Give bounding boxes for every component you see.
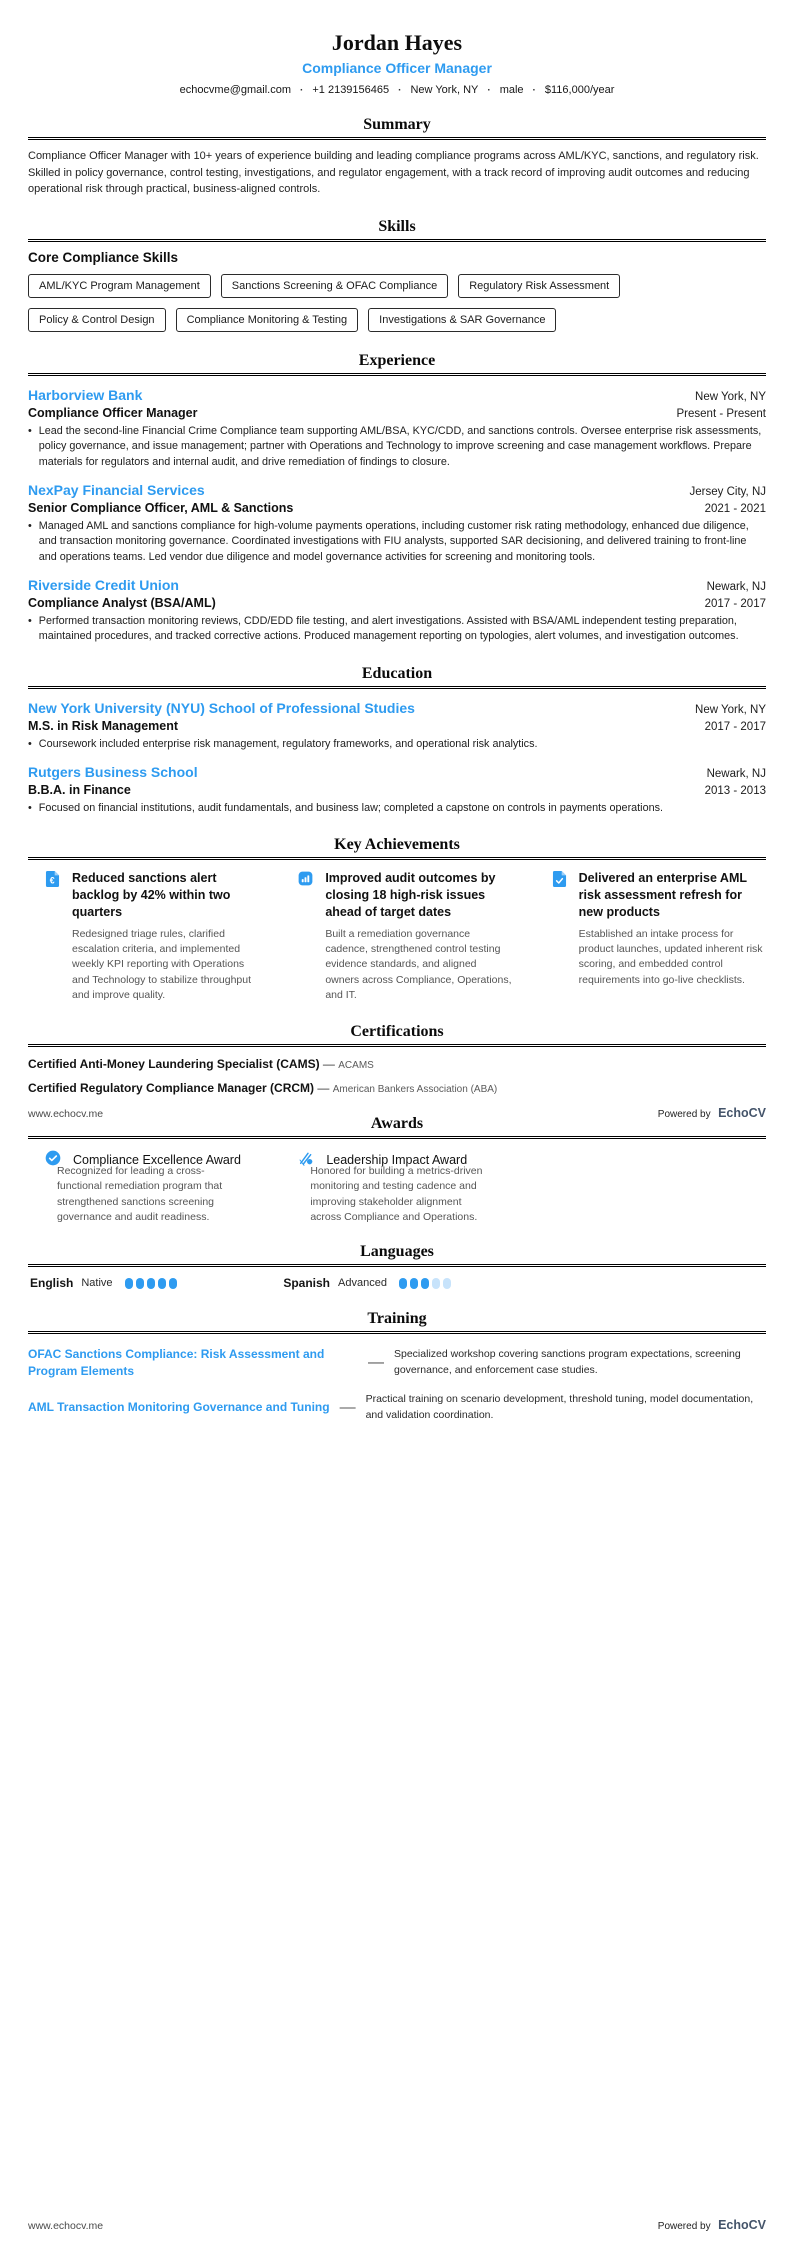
powered-by-label: Powered by [657, 2221, 711, 2232]
page-footer [28, 1104, 766, 1122]
section-skills [28, 218, 766, 332]
education-dates: 2013 - 2013 [704, 784, 766, 797]
achievement-heading: Reduced sanctions alert backlog by 42% within two quarters [72, 871, 231, 919]
experience-entry [28, 482, 766, 566]
resume-header [28, 30, 766, 96]
job-role: Compliance Officer Manager [28, 405, 198, 420]
skill-tag: Policy & Control Design [28, 308, 166, 332]
training-section-title: Training [367, 1310, 427, 1328]
summary-text: Compliance Officer Manager with 10+ years of experience building and leading compliance programs across AML/KYC, sanctions, and regulatory risk. Skilled in policy governance, control testing, investigations, and regulator engagement, with a track record of improving audit outcomes and reducing operational risk through practical, business-aligned controls. [28, 150, 759, 196]
section-divider [28, 857, 766, 860]
training-description: Practical training on scenario development, threshold tuning, model documentation, and validation coordination. [365, 1392, 754, 1421]
site-link[interactable]: www.echocv.me [28, 2220, 104, 2232]
person-job-title: Compliance Officer Manager [302, 60, 492, 77]
certification-separator: — [317, 1081, 330, 1096]
job-dates: 2017 - 2017 [704, 597, 766, 610]
contact-phone: +1 2139156465 [312, 84, 390, 97]
achievement-item [281, 870, 512, 1003]
experience-bullet: • Managed AML and sanctions compliance for high-volume payments operations, including customer risk rating methodology, enhanced due diligence, and transaction monitoring governance. Coordinated investigations with FIU analysts, supported SAR decisioning, and delivered training to front-line and operations teams. Led vendor due diligence and model governance activities for screening and monitoring tools. [28, 519, 766, 566]
education-entry [28, 764, 766, 817]
certification-name: Certified Anti-Money Laundering Specialist (CAMS) [28, 1057, 320, 1072]
section-divider [28, 137, 766, 140]
page-footer [28, 2216, 766, 2234]
certification-item [28, 1057, 766, 1071]
section-key-achievements [28, 836, 766, 1003]
language-level: Native [81, 1277, 113, 1290]
experience-entry [28, 387, 766, 471]
section-certifications [28, 1023, 766, 1095]
person-name: Jordan Hayes [331, 30, 463, 55]
brand-link[interactable]: EchoCV [718, 2218, 766, 2232]
section-divider [28, 1264, 766, 1267]
language-item [281, 1276, 512, 1290]
education-entry [28, 700, 766, 753]
job-dates: 2021 - 2021 [704, 502, 766, 515]
degree: M.S. in Risk Management [28, 718, 179, 733]
section-divider [28, 686, 766, 689]
training-name: AML Transaction Monitoring Governance and Tuning [28, 1400, 330, 1415]
certifications-section-title: Certifications [350, 1023, 444, 1041]
contact-salary: $116,000/year [544, 84, 615, 97]
company-name: Harborview Bank [28, 386, 143, 403]
experience-bullet: • Lead the second-line Financial Crime Compliance team supporting AML/BSA, KYC/CDD, and sanctions controls. Oversee enterprise risk assessments, policy governance, and issue management; partner with Operations and Technology to improve screening and case management workflows. Prepare materials for regulators and internal audit, and drive remediation of findings to closure. [28, 424, 766, 471]
brand-link[interactable]: EchoCV [718, 1106, 766, 1120]
achievement-item [28, 870, 259, 1003]
skill-tag-list [28, 274, 766, 332]
language-level: Advanced [338, 1277, 387, 1290]
skill-tag: Investigations & SAR Governance [368, 308, 556, 332]
section-languages [28, 1243, 766, 1290]
contact-separator: · [398, 85, 402, 97]
bullet-marker: • [28, 424, 32, 437]
company-location: Newark, NJ [706, 580, 766, 593]
school-location: Newark, NJ [706, 767, 766, 780]
certification-name: Certified Regulatory Compliance Manager (CRCM) [28, 1081, 315, 1096]
education-dates: 2017 - 2017 [704, 720, 766, 733]
languages-section-title: Languages [360, 1243, 434, 1261]
achievement-heading: Improved audit outcomes by closing 18 high-risk issues ahead of target dates [325, 871, 496, 919]
training-item [28, 1346, 766, 1380]
certification-item [28, 1081, 766, 1095]
achievement-heading: Delivered an enterprise AML risk assessment refresh for new products [578, 871, 747, 919]
training-separator: — [339, 1398, 356, 1416]
school-name: New York University (NYU) School of Professional Studies [28, 699, 415, 716]
key-achievements-section-title: Key Achievements [334, 836, 460, 854]
file-check-icon [552, 871, 567, 1003]
contact-separator: · [300, 85, 304, 97]
skill-tag: Regulatory Risk Assessment [458, 274, 620, 298]
education-bullet: • Coursework included enterprise risk management, regulatory frameworks, and operational risk analytics. [28, 737, 766, 753]
training-name: OFAC Sanctions Compliance: Risk Assessment and Program Elements [28, 1347, 325, 1379]
education-section-title: Education [361, 664, 433, 682]
skills-group-label: Core Compliance Skills [28, 249, 179, 265]
training-separator: — [368, 1354, 384, 1372]
certification-separator: — [322, 1057, 335, 1072]
contact-email: echocvme@gmail.com [179, 84, 292, 97]
skill-tag: Compliance Monitoring & Testing [176, 308, 359, 332]
powered-by-label: Powered by [657, 1109, 711, 1120]
achievement-description: Established an intake process for product launches, updated inherent risk scoring, and embedded control requirements into go-live checklists. [578, 927, 763, 986]
contact-location: New York, NY [410, 84, 479, 97]
contact-separator: · [487, 85, 491, 97]
school-name: Rutgers Business School [28, 763, 198, 780]
language-name: Spanish [283, 1276, 331, 1291]
section-divider [28, 239, 766, 242]
contact-gender: male [499, 84, 524, 97]
contact-separator: · [532, 85, 536, 97]
language-proficiency-dots [125, 1278, 177, 1289]
job-role: Compliance Analyst (BSA/AML) [28, 595, 216, 610]
job-dates: Present - Present [676, 407, 766, 420]
language-item [28, 1276, 259, 1290]
skill-tag: Sanctions Screening & OFAC Compliance [221, 274, 448, 298]
company-location: Jersey City, NJ [689, 485, 766, 498]
company-name: NexPay Financial Services [28, 481, 205, 498]
file-euro-icon [45, 871, 60, 1003]
language-name: English [30, 1276, 74, 1291]
school-location: New York, NY [695, 703, 766, 716]
section-divider [28, 1136, 766, 1139]
certification-issuer: American Bankers Association (ABA) [332, 1084, 498, 1096]
section-experience [28, 352, 766, 645]
education-bullet: • Focused on financial institutions, audit fundamentals, and business law; completed a capstone on controls in payments operations. [28, 801, 766, 817]
bullet-marker: • [28, 519, 32, 532]
award-heading: Compliance Excellence Award [73, 1153, 241, 1168]
award-description: Honored for building a metrics-driven monitoring and testing cadence and improving stakeholder alignment across Compliance and Operations. [310, 1165, 483, 1223]
certification-issuer: ACAMS [338, 1060, 374, 1072]
achievement-description: Built a remediation governance cadence, strengthened control testing evidence standards, and aligned owners across Compliance, Operations, and IT. [325, 927, 512, 1002]
section-training [28, 1310, 766, 1423]
skills-section-title: Skills [378, 217, 416, 235]
section-education [28, 665, 766, 816]
skill-tag: AML/KYC Program Management [28, 274, 211, 298]
page-2-content [28, 1164, 766, 1423]
contact-line [28, 84, 766, 96]
experience-section-title: Experience [358, 351, 436, 369]
section-divider [28, 373, 766, 376]
award-description: Recognized for leading a cross-functional remediation program that strengthened sanctions screening governance and audit readiness. [57, 1165, 223, 1223]
experience-bullet: • Performed transaction monitoring reviews, CDD/EDD file testing, and alert investigations. Assisted with BSA/AML independent testing preparation, maintained procedures, and tracked corrective actions. Produced management reporting on typologies, alert volumes, and investigation outcomes. [28, 614, 766, 645]
award-heading: Leadership Impact Award [326, 1153, 468, 1168]
training-description: Specialized workshop covering sanctions program expectations, screening governance, and enforcement case studies. [394, 1348, 741, 1377]
training-item [28, 1392, 766, 1424]
language-proficiency-dots [399, 1278, 451, 1289]
bullet-marker: • [28, 801, 32, 814]
section-divider [28, 1044, 766, 1047]
degree: B.B.A. in Finance [28, 782, 131, 797]
site-link[interactable]: www.echocv.me [28, 1108, 104, 1120]
awards-section-title: Awards [370, 1115, 424, 1133]
bar-chart-icon [298, 871, 313, 1003]
job-role: Senior Compliance Officer, AML & Sanctions [28, 500, 294, 515]
company-location: New York, NY [695, 390, 766, 403]
achievement-item [535, 870, 766, 1003]
summary-section-title: Summary [363, 116, 431, 134]
experience-entry [28, 577, 766, 645]
bullet-marker: • [28, 614, 32, 627]
section-divider [28, 1331, 766, 1334]
bullet-marker: • [28, 737, 32, 750]
company-name: Riverside Credit Union [28, 576, 179, 593]
section-summary [28, 116, 766, 198]
achievement-description: Redesigned triage rules, clarified escalation criteria, and implemented weekly KPI reporting with Operations and Technology to stabilize throughput and improve quality. [72, 927, 252, 1002]
svg-text:€: € [49, 875, 55, 886]
